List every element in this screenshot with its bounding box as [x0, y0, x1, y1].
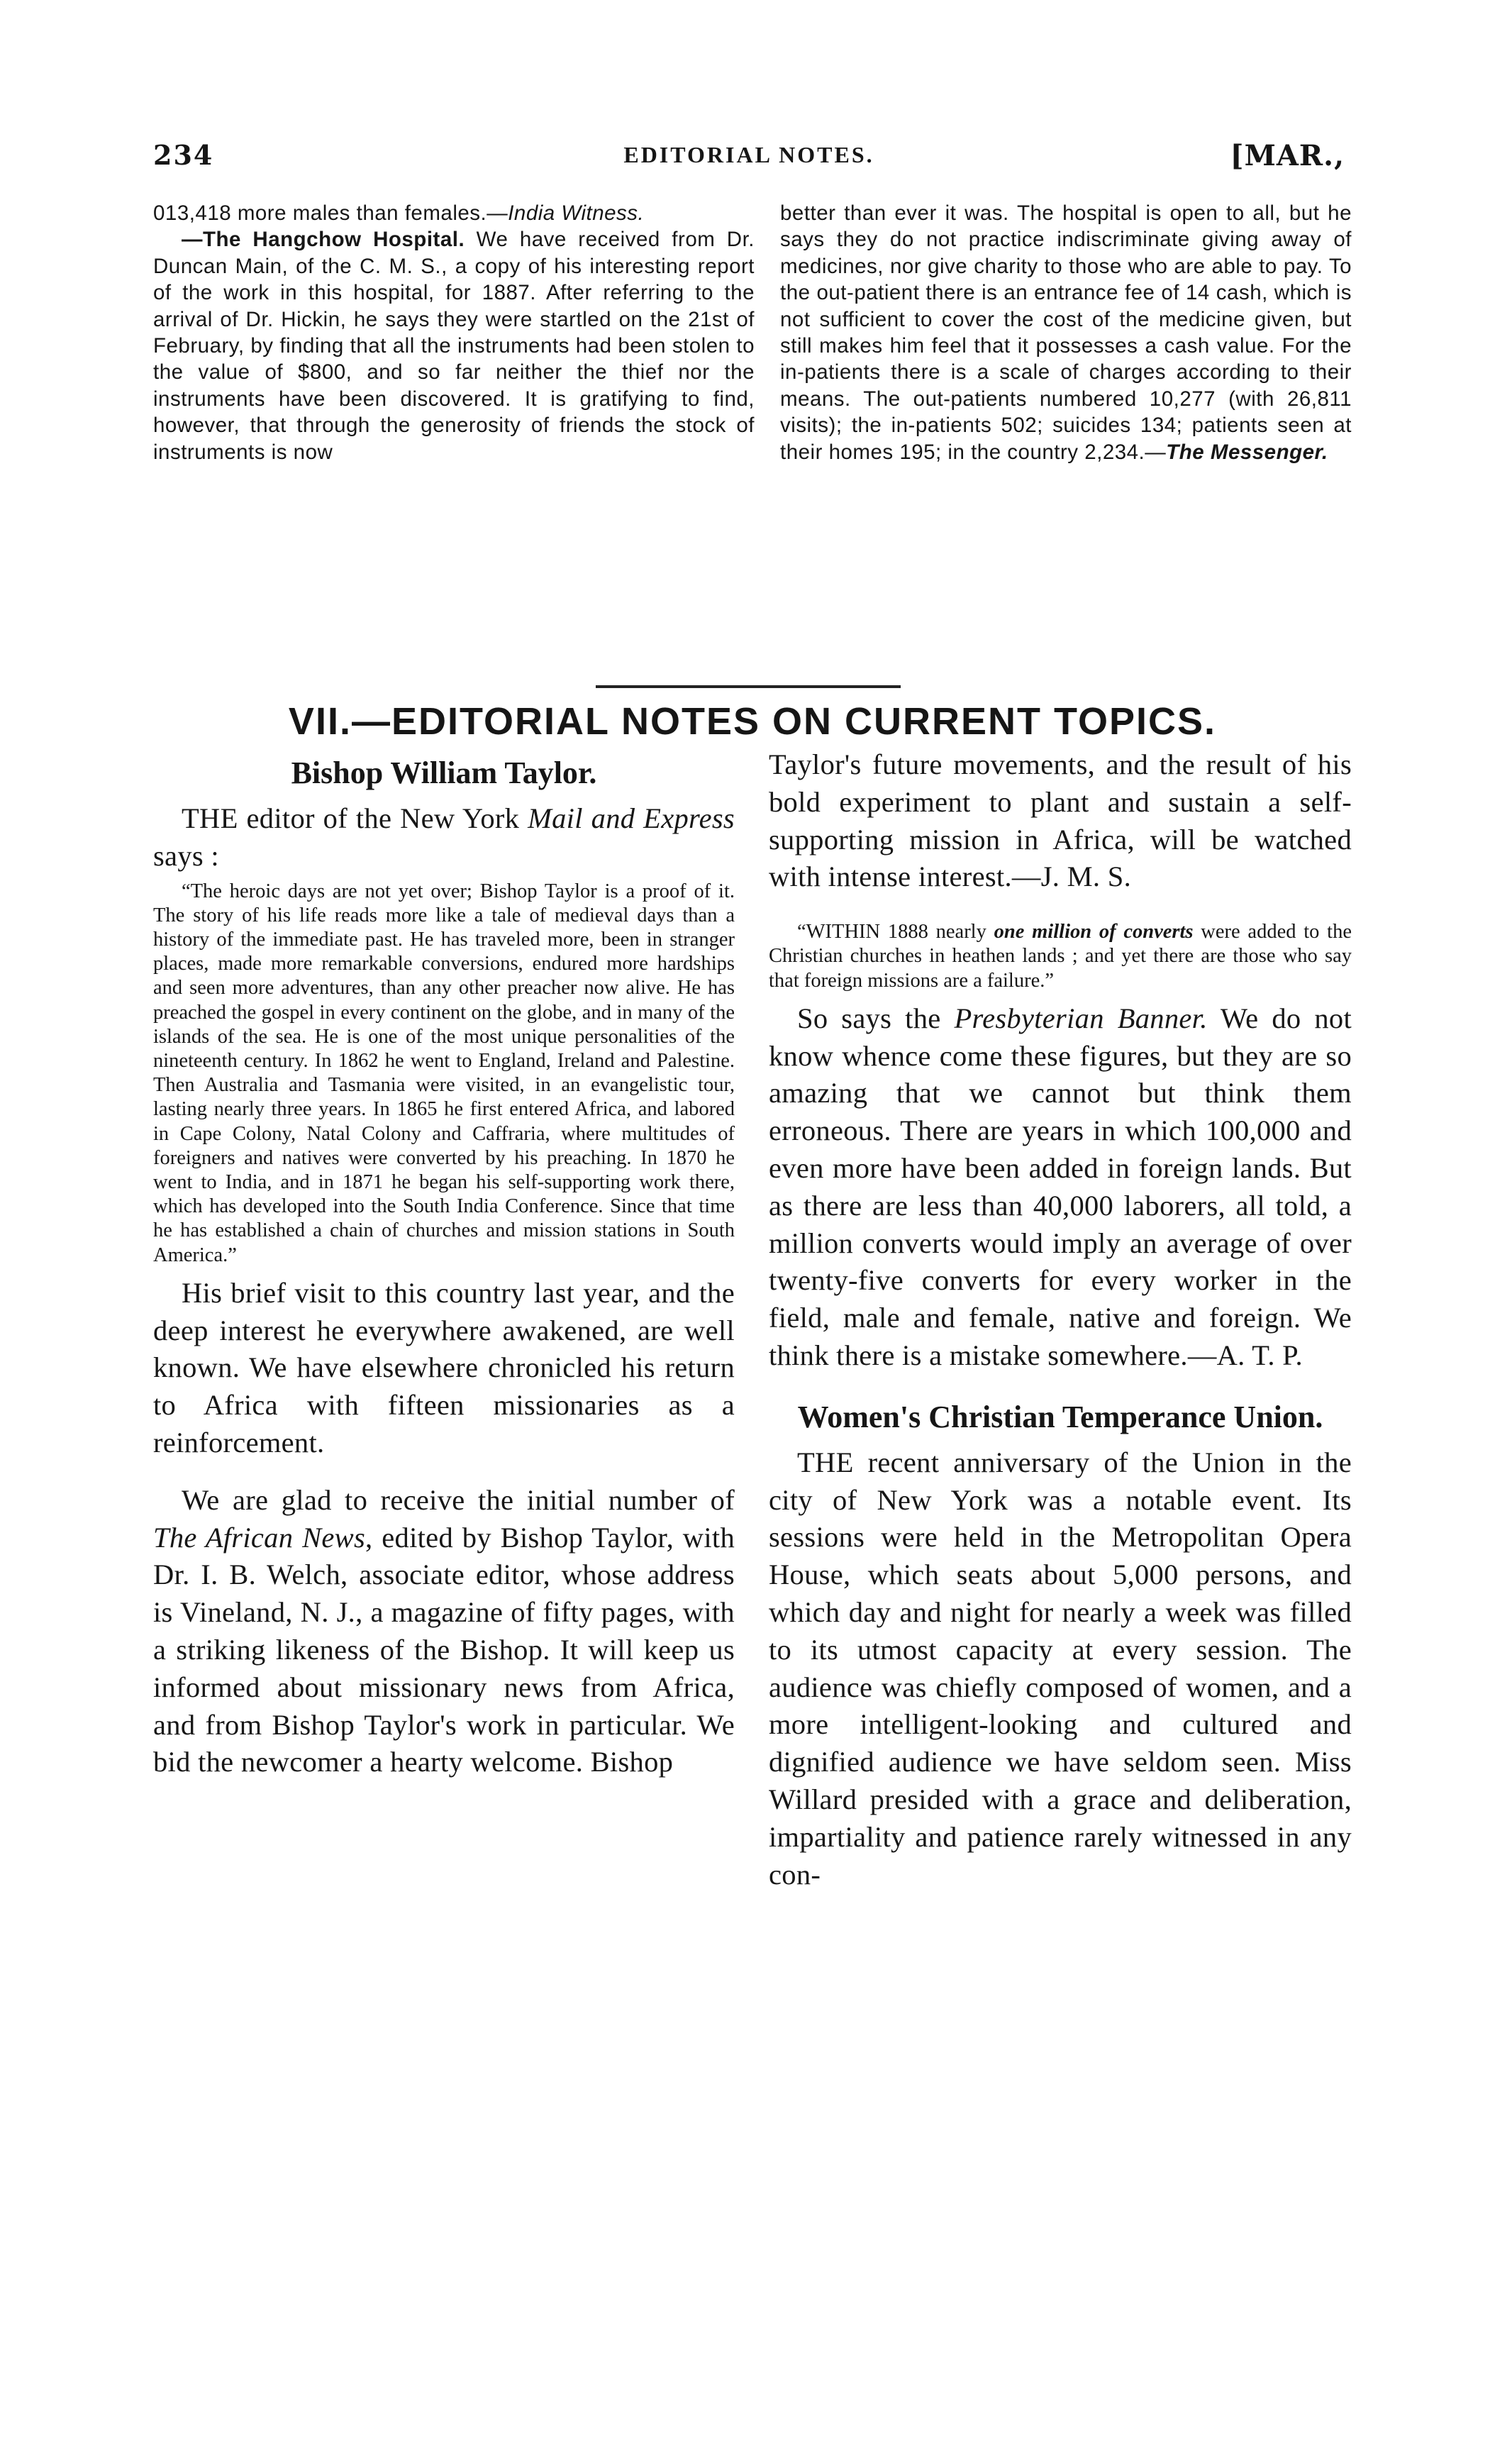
converts-quote: “WITHIN 1888 nearly one million of converts were added to the Christian churches in heathen lands ; and yet there are those who say that foreign missions are a failure.”	[769, 921, 1352, 992]
paragraph-visit: His brief visit to this country last year, and the deep interest he everywhere awakened, are well known. We have elsewhere chronicled his return to Africa with fifteen missionaries as a reinforcement.	[153, 1276, 735, 1459]
article-heading-wctu: Women's Christian Temperance Union.	[797, 1399, 1323, 1434]
bottom-left-column	[153, 751, 735, 1781]
article-heading-bishop-taylor: Bishop William Taylor.	[291, 755, 597, 790]
paragraph-wctu: THE recent anniversary of the Union in the city of New York was a notable event. Its sessions were held in the Metropolitan Opera House, which seats about 5,000 persons, and which day and night for nearly a week was filled to its utmost capacity at every session. The audience was chiefly composed of women, and a more intelligent-looking and cultured and dignified audience we have seldom seen. Miss Willard presided with a grace and deliberation, impartiality and patience rarely witnessed in any con-	[769, 1446, 1352, 1890]
issue-month: [MAR.,	[1230, 139, 1345, 172]
source-citation: India Witness.	[508, 201, 645, 225]
hospital-continued-paragraph: better than ever it was. The hospital is open to all, but he says they do not practice indiscriminate giving away of medicines, nor give charity to those who are able to pay. To the out-patient there is an entrance fee of 14 cash, which is not sufficient to cover the cost of the medicine given, but still makes him feel that it possesses a cash value. For the in-patients there is a scale of charges according to their means. The out-patients numbered 10,277 (with 26,811 visits); the in-patients 502; suicides 134; patients seen at their homes 195; in the country 2,234.—The Messenger.	[780, 201, 1352, 464]
block-quote: “The heroic days are not yet over; Bishop Taylor is a proof of it. The story of his life reads more like a tale of medieval days than a history of the immediate past. He has traveled more, been in stranger places, made more remarkable conversions, endured more hardships and seen more adventures, than any other preacher now alive. He has preached the gospel in every continent on the globe, and in many of the islands of the sea. He is one of the most unique personalities of the nineteenth century. In 1862 he went to England, Ireland and Palestine. Then Australia and Tasmania were visited, in an evangelistic tour, lasting nearly three years. In 1865 he first entered Africa, and labored in Cape Colony, Natal Colony and Caffraria, where multitudes of foreigners and natives were converted by his preaching. In 1870 he went to India, and in 1871 he began his self-supporting work there, which has developed into the South India Conference. Since that time he has established a chain of churches and mission stations in South America.”	[153, 880, 735, 1266]
paragraph-african-news: We are glad to receive the initial number of The African News, edited by Bishop Taylor, with Dr. I. B. Welch, associate editor, whose address is Vineland, N. J., a magazine of fifty pages, with a striking likeness of the Bishop. It will keep us informed about missionary news from Africa, and from Bishop Taylor's work in particular. We bid the newcomer a hearty welcome. Bishop	[153, 1483, 735, 1778]
paragraph-taylor-continued: Taylor's future movements, and the result of his bold experiment to plant and sustain a self-supporting mission in Africa, will be watched with intense interest.—J. M. S.	[769, 748, 1352, 893]
article-intro: THE editor of the New York Mail and Express says :	[153, 802, 735, 872]
source-citation: The Messenger.	[1166, 440, 1328, 464]
bottom-right-column	[769, 748, 1352, 1893]
section-divider	[596, 685, 901, 688]
india-witness-paragraph: 013,418 more males than females.—India Witness.	[153, 201, 645, 225]
paragraph-presbyterian-banner: So says the Presbyterian Banner. We do not know whence come these figures, but they are so amazing that we cannot but think them erroneous. There are years in which 100,000 and even more have been added in foreign lands. But as there are less than 40,000 laborers, all told, a million converts would imply an average of over twenty-five converts for every worker in the field, male and female, native and foreign. We think there is a mistake somewhere.—A. T. P.	[769, 1002, 1352, 1371]
running-header	[153, 139, 1345, 182]
top-left-column	[153, 200, 755, 465]
paragraph-heading: —The Hangchow Hospital.	[182, 228, 465, 252]
page-number: 234	[153, 139, 214, 171]
top-right-column	[780, 200, 1352, 465]
hangchow-hospital-paragraph: —The Hangchow Hospital. We have received from Dr. Duncan Main, of the C. M. S., a copy of his interesting report of the work in this hospital, for 1887. After referring to the arrival of Dr. Hickin, he says they were startled on the 21st of February, by finding that all the instruments had been stolen to the value of $800, and so far neither the thief nor the instruments have been discovered. It is gratifying to find, however, that through the generosity of friends the stock of instruments is now	[153, 228, 755, 464]
section-title: VII.—EDITORIAL NOTES ON CURRENT TOPICS.	[288, 700, 1217, 743]
running-title: EDITORIAL NOTES.	[623, 142, 874, 167]
